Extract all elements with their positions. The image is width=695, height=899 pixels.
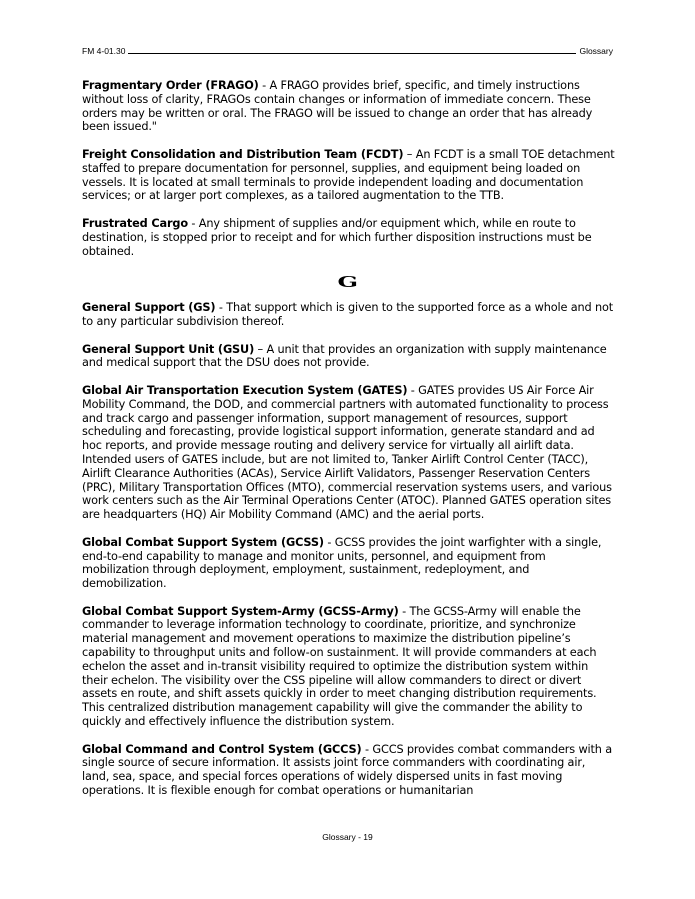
glossary-entry <box>82 605 615 729</box>
glossary-term: Frustrated Cargo <box>82 216 188 230</box>
glossary-entry <box>82 148 615 203</box>
glossary-entry <box>82 343 615 371</box>
section-name: Glossary <box>579 46 613 56</box>
glossary-definition: That support which is given to the supported force as a whole and not to any particular subdivision thereof. <box>82 301 614 328</box>
document-number: FM 4-01.30 <box>82 46 126 56</box>
glossary-term: Global Air Transportation Execution System (GATES) <box>82 383 408 397</box>
glossary-entry <box>82 743 615 798</box>
term-separator: - <box>398 604 410 618</box>
term-separator: - <box>323 535 335 549</box>
glossary-entry <box>82 384 615 522</box>
glossary-definition: GCCS provides combat commanders with a single source of secure information. It assists joint force commanders with coordinating air, land, sea, space, and special forces operations of widely dispersed units in fast moving operations. It is flexible enough for combat operations or humanitarian <box>82 742 613 798</box>
glossary-term: Global Combat Support System (GCSS) <box>82 535 324 549</box>
glossary-term: General Support Unit (GSU) <box>82 342 255 356</box>
entries-g <box>82 301 615 798</box>
term-separator: – <box>254 342 267 356</box>
glossary-term: General Support (GS) <box>82 301 216 315</box>
glossary-definition: GATES provides US Air Force Air Mobility Command, the DOD, and commercial partners with automated functionality to process and track cargo and passenger information, support management of resources, support scheduling and forecasting, provide logistical support information, generate standard and ad hoc reports, and provide message routing and delivery service for virtually all airlift data. Intended users of GATES include, but are not limited to, Tanker Airlift Control Center (TACC), Airlift Clearance Authorities (ACAs), Service Airlift Validators, Passenger Reservation Centers (PRC), Military Transportation Offices (MTO), commercial reservation systems users, and various work centers such as the Air Terminal Operations Center (ATOC). Planned GATES operation sites are headquarters (HQ) Air Mobility Command (AMC) and the aerial ports. <box>82 383 612 522</box>
glossary-term: Global Command and Control System (GCCS) <box>82 742 362 756</box>
section-letter-heading: G <box>337 273 360 292</box>
glossary-definition: The GCSS-Army will enable the commander to leverage information technology to coordinate, prioritize, and synchronize material management and movement operations to maximize the distribution pipeline’s capability to throughput units and follow-on sustainment. It will provide commanders at each echelon the asset and in-transit visibility required to optimize the distribution system within their echelon. The visibility over the CSS pipeline will allow commanders to direct or divert assets en route, and shift assets quickly in order to meet changing distribution requirements. This centralized distribution management capability will give the commander the ability to quickly and effectively influence the distribution system. <box>82 604 597 729</box>
term-separator: - <box>215 301 227 315</box>
term-separator: - <box>187 216 199 230</box>
glossary-definition: A unit that provides an organization with supply maintenance and medical support that the DSU does not provide. <box>82 342 607 370</box>
glossary-term: Global Combat Support System-Army (GCSS-Army) <box>82 604 399 618</box>
glossary-entry <box>82 536 615 591</box>
glossary-entry <box>82 301 615 329</box>
glossary-definition: Any shipment of supplies and/or equipment which, while en route to destination, is stopped prior to receipt and for which further disposition instructions must be obtained. <box>82 216 592 258</box>
glossary-definition: An FCDT is a small TOE detachment staffed to prepare documentation for personnel, supplies, and equipment being loaded on vessels. It is located at small terminals to provide independent loading and documentation services; or at larger port complexes, as a tailored augmentation to the TTB. <box>82 147 615 203</box>
term-separator: - <box>258 79 270 92</box>
page-footer: Glossary - 19 <box>322 832 373 842</box>
glossary-term: Freight Consolidation and Distribution Team (FCDT) <box>82 147 404 161</box>
entries-f <box>82 79 615 258</box>
glossary-content <box>82 79 615 812</box>
glossary-entry <box>82 79 615 134</box>
page-header <box>82 42 613 56</box>
header-rule <box>128 52 576 54</box>
term-separator: – <box>403 147 416 161</box>
glossary-definition: A FRAGO provides brief, specific, and timely instructions without loss of clarity, FRAGOs contain changes or information of immediate concern. These orders may be written or oral. The FRAGO will be issued to change an order that has already been issued." <box>82 79 593 134</box>
term-separator: - <box>361 742 373 756</box>
glossary-definition: GCSS provides the joint warfighter with a single, end-to-end capability to manage and monitor units, personnel, and equipment from mobilization through deployment, employment, sustainment, redeployment, and demobilization. <box>82 535 602 591</box>
glossary-entry <box>82 217 615 258</box>
glossary-term: Fragmentary Order (FRAGO) <box>82 79 259 92</box>
term-separator: - <box>407 383 419 397</box>
